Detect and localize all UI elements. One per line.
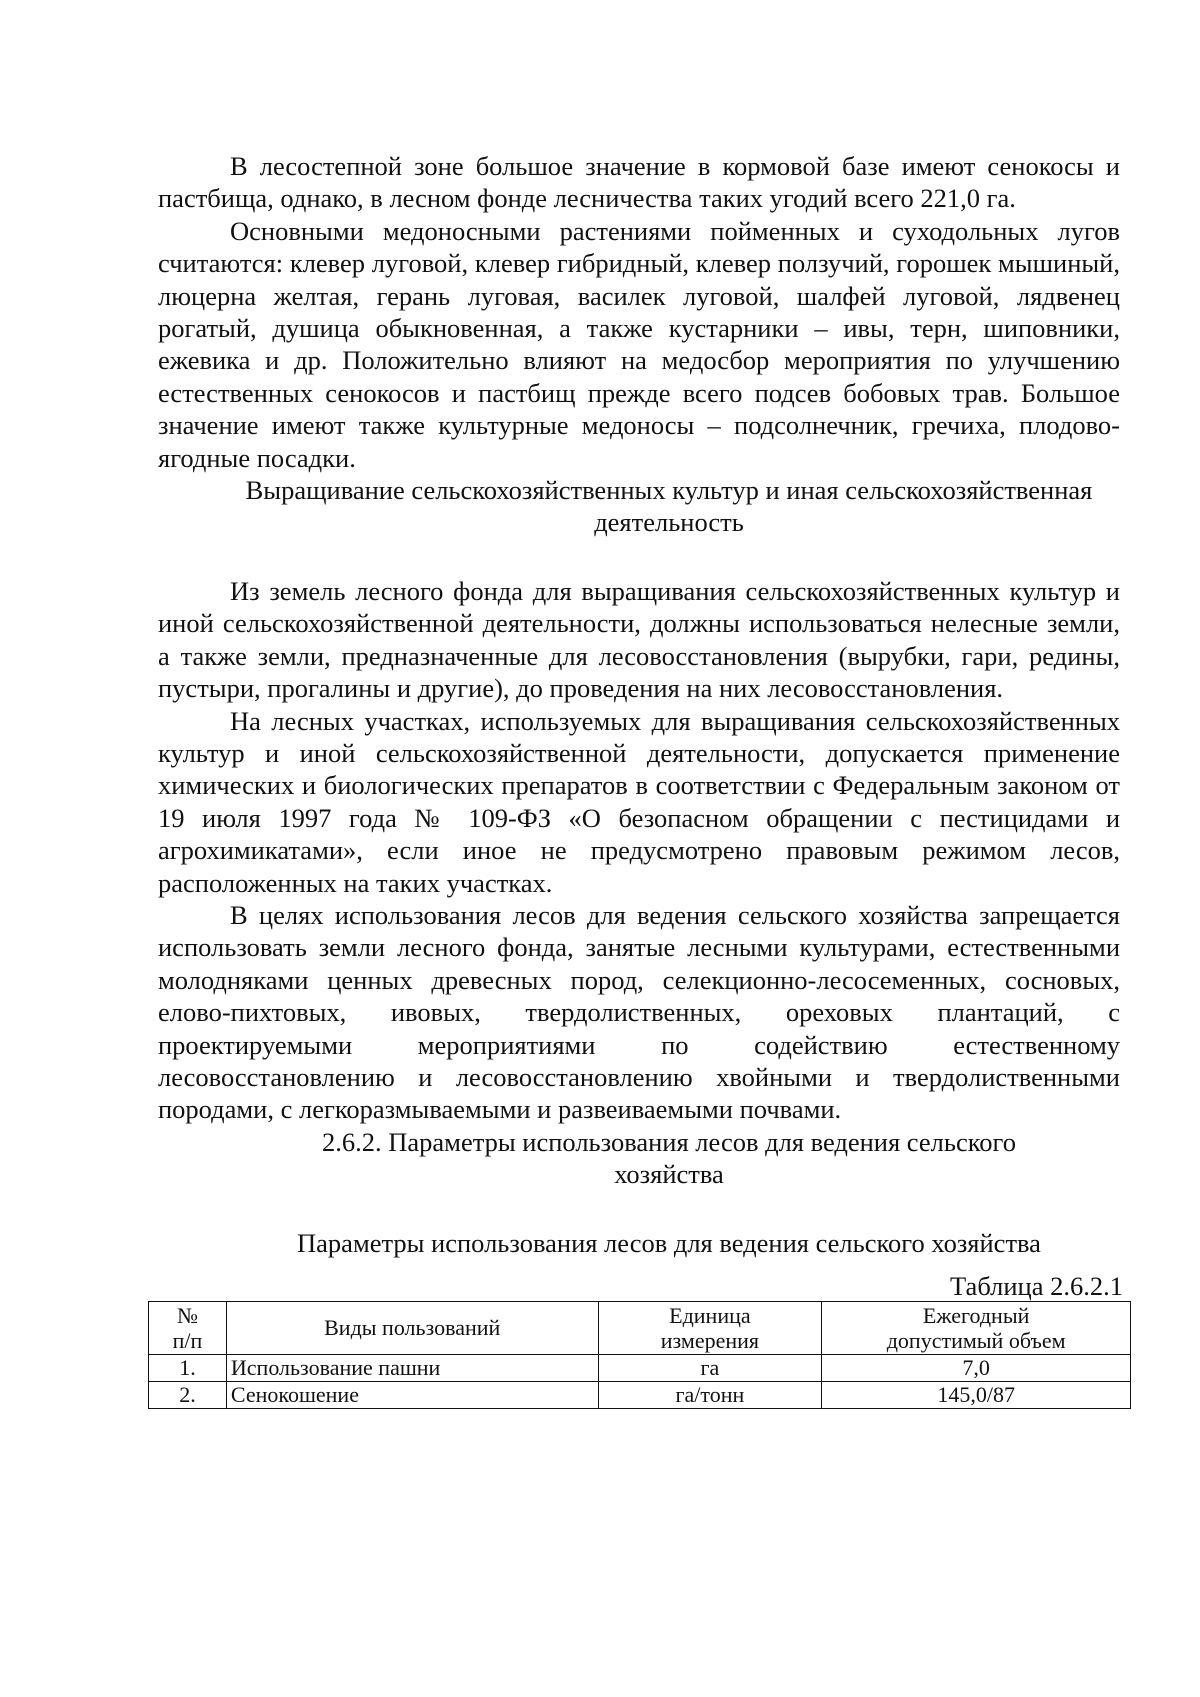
cell-volume: 7,0 (822, 1354, 1131, 1381)
paragraph: На лесных участках, используемых для выращивания сельскохозяйственных культур и иной сельскохозяйственной деятельности, допускается применение химических и биологических препаратов в соответствии с Федеральным законом от 19 июля 1997 года № 109-ФЗ «О безопасном обращении с пестицидами и агрохимикатами», если иное не предусмотрено правовым режимом лесов, расположенных на таких участках. (158, 705, 1120, 898)
subsection-title (158, 1126, 1120, 1191)
cell-kind: Сенокошение (226, 1381, 598, 1408)
header-unit-line: Единица (669, 1302, 751, 1328)
header-num-line: № (176, 1302, 198, 1328)
subsection-title-line: хозяйства (614, 1159, 724, 1190)
cell-unit: га (598, 1354, 822, 1381)
cell-num: 2. (149, 1381, 227, 1408)
header-unit (598, 1301, 822, 1354)
cell-unit: га/тонн (598, 1381, 822, 1408)
cell-kind: Использование пашни (226, 1354, 598, 1381)
paragraph: В целях использования лесов для ведения сельского хозяйства запрещается использовать земли лесного фонда, занятые лесными культурами, естественными молодняками ценных древесных пород, селекционно-лесосеменных, сосновых, елово-пихтовых, ивовых, твердолиственных, ореховых плантаций, с проектируемыми мероприятиями по содействию естественному лесовосстановлению и лесовосстановлению хвойными и твердолиственными породами, с легкоразмываемыми и развеиваемыми почвами. (158, 899, 1120, 1125)
header-num-line: п/п (172, 1327, 203, 1353)
paragraph: Основными медоносными растениями пойменных и суходольных лугов считаются: клевер луговой, клевер гибридный, клевер ползучий, горошек мышиный, люцерна желтая, герань луговая, василек луговой, шалфей луговой, лядвенец рогатый, душица обыкновенная, а также кустарники – ивы, терн, шиповники, ежевика и др. Положительно влияют на медосбор мероприятия по улучшению естественных сенокосов и пастбищ прежде всего подсев бобовых трав. Большое значение имеют также культурные медоносы – подсолнечник, гречиха, плодово-ягодные посадки. (158, 215, 1120, 473)
table-row (149, 1381, 1131, 1408)
document-page (158, 150, 1123, 1409)
section-title: Выращивание сельскохозяйственных культур и иная сельскохозяйственная деятельность (245, 475, 1093, 538)
header-volume (822, 1301, 1131, 1354)
header-volume-line: Ежегодный (922, 1302, 1030, 1328)
paragraph: В лесостепной зоне большое значение в кормовой базе имеют сенокосы и пастбища, однако, в лесном фонде лесничества таких угодий всего 221,0 га. (158, 151, 1120, 214)
header-num (149, 1301, 227, 1354)
table-number: Таблица 2.6.2.1 (950, 1270, 1123, 1301)
table-caption: Параметры использования лесов для ведения сельского хозяйства (297, 1227, 1041, 1258)
cell-volume: 145,0/87 (822, 1381, 1131, 1408)
header-kind: Виды пользований (226, 1301, 598, 1354)
section-body (158, 575, 1120, 1126)
header-volume-line: допустимый объем (886, 1327, 1066, 1353)
cell-num: 1. (149, 1354, 227, 1381)
table-header-row (149, 1301, 1131, 1354)
header-unit-line: измерения (660, 1327, 760, 1353)
subsection-title-line: 2.6.2. Параметры использования лесов для ведения сельского (322, 1126, 1016, 1157)
table-row (149, 1354, 1131, 1381)
parameters-table (148, 1301, 1131, 1409)
paragraph: Из земель лесного фонда для выращивания сельскохозяйственных культур и иной сельскохозяйственной деятельности, должны использоваться нелесные земли, а также земли, предназначенные для лесовосстановления (вырубки, гари, редины, пустыри, прогалины и другие), до проведения на них лесовосстановления. (158, 575, 1120, 704)
